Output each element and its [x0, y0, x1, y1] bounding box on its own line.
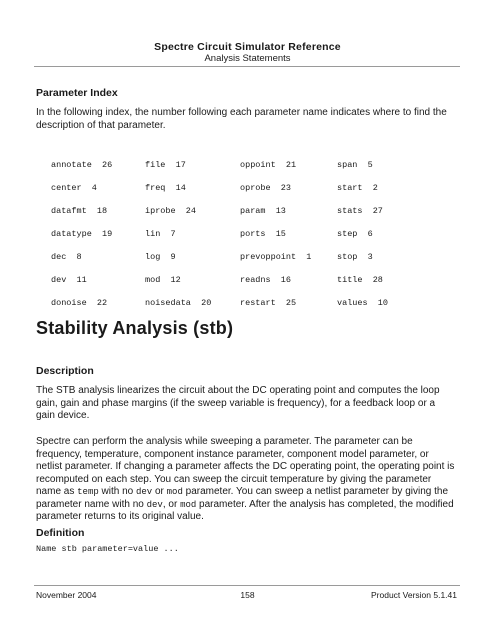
parameter-index-heading: Parameter Index	[36, 87, 118, 99]
running-header-title: Spectre Circuit Simulator Reference	[154, 41, 341, 53]
parameter-index-row	[51, 176, 471, 199]
definition-heading: Definition	[36, 527, 85, 539]
code-mod: mod	[180, 499, 197, 510]
running-header-subtitle: Analysis Statements	[204, 53, 291, 64]
parameter-index-intro: In the following index, the number following each parameter name indicates where to find the description of that parameter.	[36, 107, 447, 131]
parameter-index-entry: restart 25	[240, 297, 297, 308]
parameter-index-entry: oppoint 21	[240, 159, 297, 170]
text-run: parameter. You can sweep a netlist parameter by giving the parameter name with no	[36, 486, 449, 510]
parameter-index-entry: step 6	[337, 228, 373, 239]
footer-product-version: Product Version 5.1.41	[370, 590, 457, 600]
code-mod: mod	[166, 487, 183, 497]
header-rule	[34, 66, 460, 67]
code-dev: dev	[146, 499, 163, 510]
parameter-index-entry: lin 7	[145, 228, 176, 239]
definition-syntax: Name stb parameter=value ...	[36, 544, 179, 554]
footer-page-number: 158	[240, 590, 255, 600]
description-paragraph-1: The STB analysis linearizes the circuit about the DC operating point and computes the loop gain, gain and phase margins (if the sweep variable is frequency), for a feedback loop or a gain device.	[36, 385, 440, 421]
parameter-index-entry: prevoppoint 1	[240, 251, 312, 262]
footer-rule	[34, 585, 460, 586]
parameter-index-entry: span 5	[337, 159, 373, 170]
parameter-index-entry: values 10	[337, 297, 389, 308]
parameter-index-row	[51, 153, 471, 176]
parameter-index-entry: readns 16	[240, 274, 292, 285]
parameter-index-entry: donoise 22	[51, 297, 108, 308]
parameter-index-entry: datafmt 18	[51, 205, 108, 216]
parameter-index-row	[51, 245, 471, 268]
text-run: Spectre can perform the analysis while sweeping a parameter. The parameter can be frequency, temperature, component instance parameter, component model parameter, or netlist parameter. If changing a parameter affects the DC operating point, the operating point is recomputed on each step. You can sweep the circuit temperature by giving the parameter name as	[36, 436, 455, 497]
parameter-index-entry: annotate 26	[51, 159, 113, 170]
section-title: Stability Analysis (stb)	[36, 318, 234, 338]
text-run: parameter. After the analysis has completed, the modified parameter returns to its original value.	[36, 498, 454, 522]
parameter-index-entry: param 13	[240, 205, 286, 216]
parameter-index-entry: start 2	[337, 182, 378, 193]
parameter-index-row	[51, 291, 471, 314]
text-run: , or	[162, 498, 181, 510]
parameter-index-entry: iprobe 24	[145, 205, 197, 216]
parameter-index-entry: stats 27	[337, 205, 383, 216]
parameter-index-entry: datatype 19	[51, 228, 113, 239]
parameter-index-entry: dev 11	[51, 274, 87, 285]
description-paragraph-2	[36, 436, 456, 524]
code-temp: temp	[77, 487, 99, 497]
description-heading: Description	[36, 365, 94, 377]
parameter-index-row	[51, 199, 471, 222]
text-run: with no	[98, 486, 136, 497]
parameter-index-entry: log 9	[145, 251, 176, 262]
parameter-index-entry: oprobe 23	[240, 182, 292, 193]
parameter-index-entry: ports 15	[240, 228, 286, 239]
parameter-index-entry: center 4	[51, 182, 97, 193]
parameter-index-entry: file 17	[145, 159, 186, 170]
parameter-index-row	[51, 268, 471, 291]
text-run: or	[152, 486, 167, 497]
parameter-index-entry: noisedata 20	[145, 297, 212, 308]
parameter-index-entry: freq 14	[145, 182, 186, 193]
parameter-index-entry: mod 12	[145, 274, 181, 285]
footer-date: November 2004	[36, 590, 97, 600]
code-dev: dev	[136, 487, 153, 497]
parameter-index-entry: dec 8	[51, 251, 82, 262]
parameter-index-entry: stop 3	[337, 251, 373, 262]
parameter-index-entry: title 28	[337, 274, 383, 285]
parameter-index-table	[51, 153, 471, 314]
parameter-index-row	[51, 222, 471, 245]
